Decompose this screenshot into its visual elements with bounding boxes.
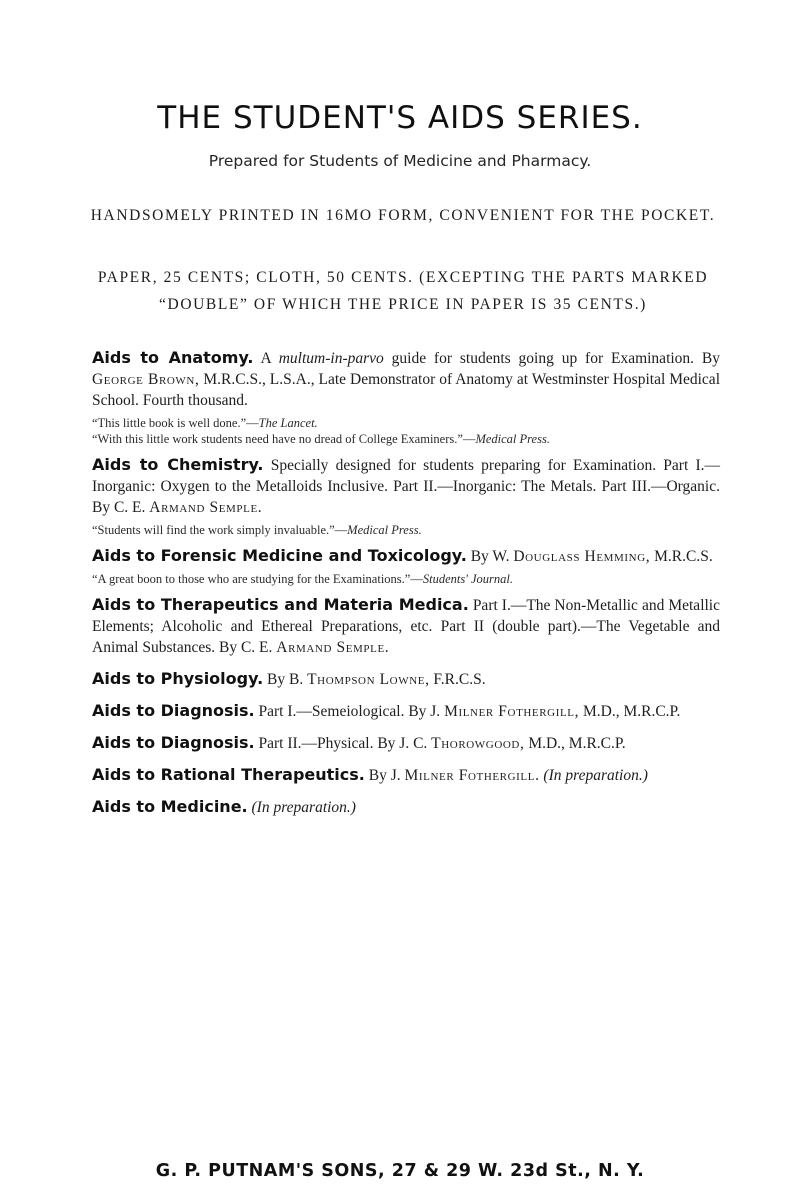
entry-therapeutics [92,594,720,658]
entry-author: Thompson Lowne, [307,671,430,688]
quote-text: “With this little work students need have no dread of College Examiners.”— [92,432,476,446]
entry-quotes [92,571,720,587]
entry-quotes [92,522,720,538]
publisher-imprint: G. P. PUTNAM'S SONS, 27 & 29 W. 23d St., N. Y. [155,1161,645,1181]
quote-text: “Students will find the work simply invaluable.”— [92,523,348,537]
catalog-list [92,347,720,828]
review-quote [92,415,720,431]
entry-anatomy [92,347,720,411]
entry-text: Part I.—The Non-Metallic and Metallic Elements; Alcoholic and Ethereal Preparations, etc. Part II (double part).—The Vegetable and Animal Substances. By C. E. [92,597,720,656]
review-quote [92,431,720,447]
quote-text: “A great boon to those who are studying for the Examinations.”— [92,572,423,586]
entry-title: Aids to Rational Therapeutics. [92,765,365,784]
entry-text: F.R.C.S. [433,671,486,688]
entry-text: A [260,350,271,367]
entry-title: Aids to Chemistry. [92,455,264,474]
entry-text: M.R.C.S. [654,548,713,565]
entry-diagnosis-part-2 [92,732,720,754]
quote-source: Medical Press. [475,432,550,446]
entry-chemistry [92,454,720,518]
entry-title: Aids to Forensic Medicine and Toxicology. [92,546,467,565]
series-subtitle: Prepared for Students of Medicine and Pharmacy. [208,152,592,170]
entry-title: Aids to Anatomy. [92,348,254,367]
entry-medicine [92,796,720,818]
entry-status: (In preparation.) [251,799,356,816]
review-quote [92,522,720,538]
entry-text: By B. [267,671,304,688]
price-note: PAPER, 25 CENTS; CLOTH, 50 CENTS. (EXCEPTING THE PARTS MARKED “DOUBLE” OF WHICH THE PRICE IN PAPER IS 35 CENTS.) [97,269,709,313]
entry-text: M.D., M.R.C.P. [582,703,681,720]
entry-physiology [92,668,720,690]
entry-author: Armand Semple. [276,639,390,656]
review-quote [92,571,720,587]
entry-diagnosis-part-1 [92,700,720,722]
entry-text: M.D., M.R.C.P. [528,735,626,752]
entry-italic: multum-in-parvo [278,350,384,367]
entry-text: Specially designed for students preparing for Examination. Part I.—Inorganic: Oxygen to the Metalloids Inclusive. Part II.—Inorganic: The Metals. Part III.—Organic. By C. E. [92,457,720,516]
entry-text: Part II.—Physical. By J. C. [258,735,428,752]
entry-title: Aids to Diagnosis. [92,733,255,752]
entry-rational-therapeutics [92,764,720,786]
entry-text: By J. [368,767,401,784]
entry-author: Thorowgood, [431,735,525,752]
quote-source: The Lancet. [258,416,318,430]
entry-text: Part I.—Semeiological. By J. [258,703,441,720]
entry-author: Armand Semple. [149,499,263,516]
entry-author: Milner Fothergill. [404,767,540,784]
entry-author: Douglass Hemming, [513,548,651,565]
entry-title: Aids to Medicine. [92,797,248,816]
series-title: THE STUDENT'S AIDS SERIES. [157,100,643,136]
entry-author: Milner Fothergill, [444,703,580,720]
entry-text: guide for students going up for Examination. By [391,350,720,367]
entry-title: Aids to Physiology. [92,669,264,688]
entry-title: Aids to Diagnosis. [92,701,255,720]
format-note: HANDSOMELY PRINTED IN 16MO FORM, CONVENIENT FOR THE POCKET. [90,207,716,224]
entry-quotes [92,415,720,447]
entry-forensic [92,545,720,567]
entry-status: (In preparation.) [543,767,648,784]
entry-text: M.R.C.S., L.S.A., Late Demonstrator of Anatomy at Westminster Hospital Medical School. Fourth thousand. [92,371,720,409]
quote-source: Students' Journal. [422,572,514,586]
quote-source: Medical Press. [347,523,422,537]
entry-text: By W. [470,548,510,565]
entry-title: Aids to Therapeutics and Materia Medica. [92,595,469,614]
entry-author: George Brown, [92,371,200,388]
quote-text: “This little book is well done.”— [92,416,259,430]
